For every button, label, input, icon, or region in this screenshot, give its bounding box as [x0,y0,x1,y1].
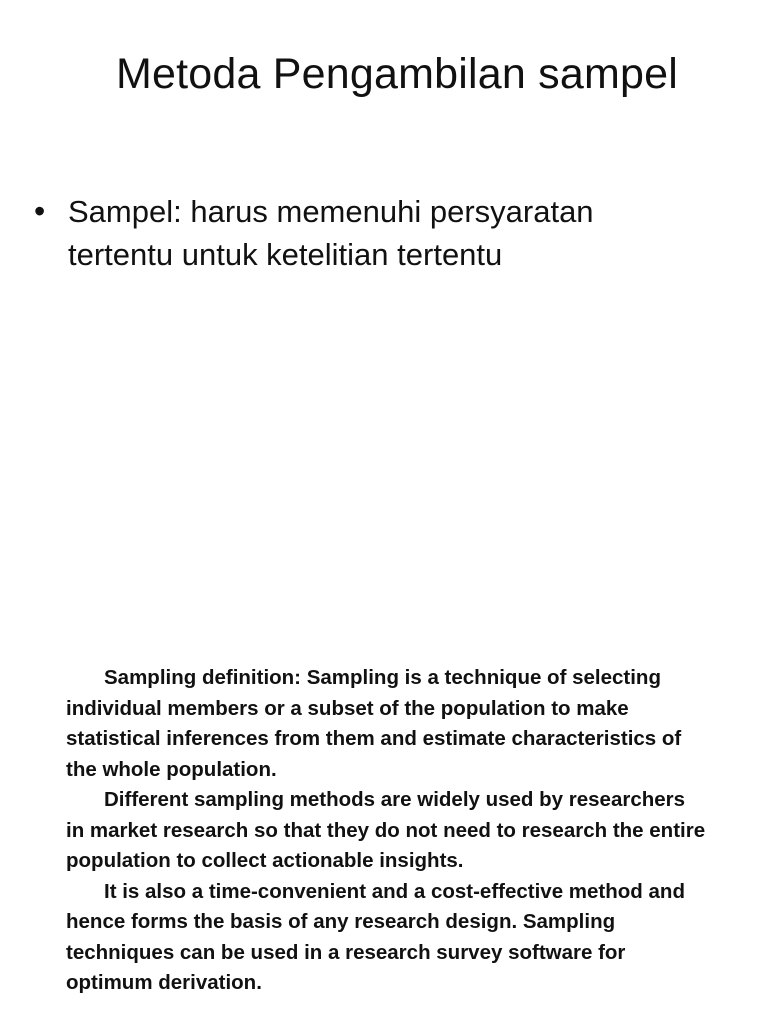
slide-title: Metoda Pengambilan sampel [116,50,678,98]
bullet-item [34,190,654,276]
bullet-text: Sampel: harus memenuhi persyaratan tertentu untuk ketelitian tertentu [68,194,594,272]
bullet-marker: • [34,193,46,229]
paragraph-sampling-methods: Different sampling methods are widely used by researchers in market research so that they do not need to research the entire population to collect actionable insights. [66,788,706,872]
body-text-block [66,663,706,999]
paragraph-sampling-definition: Sampling definition: Sampling is a technique of selecting individual members or a subset of the population to make statistical inferences from them and estimate characteristics of the whole population. [66,666,682,781]
bullet-list [34,190,654,276]
paragraph-cost-effective: It is also a time-convenient and a cost-effective method and hence forms the basis of any research design. Sampling techniques can be used in a research survey software for optimum derivation. [66,879,685,994]
